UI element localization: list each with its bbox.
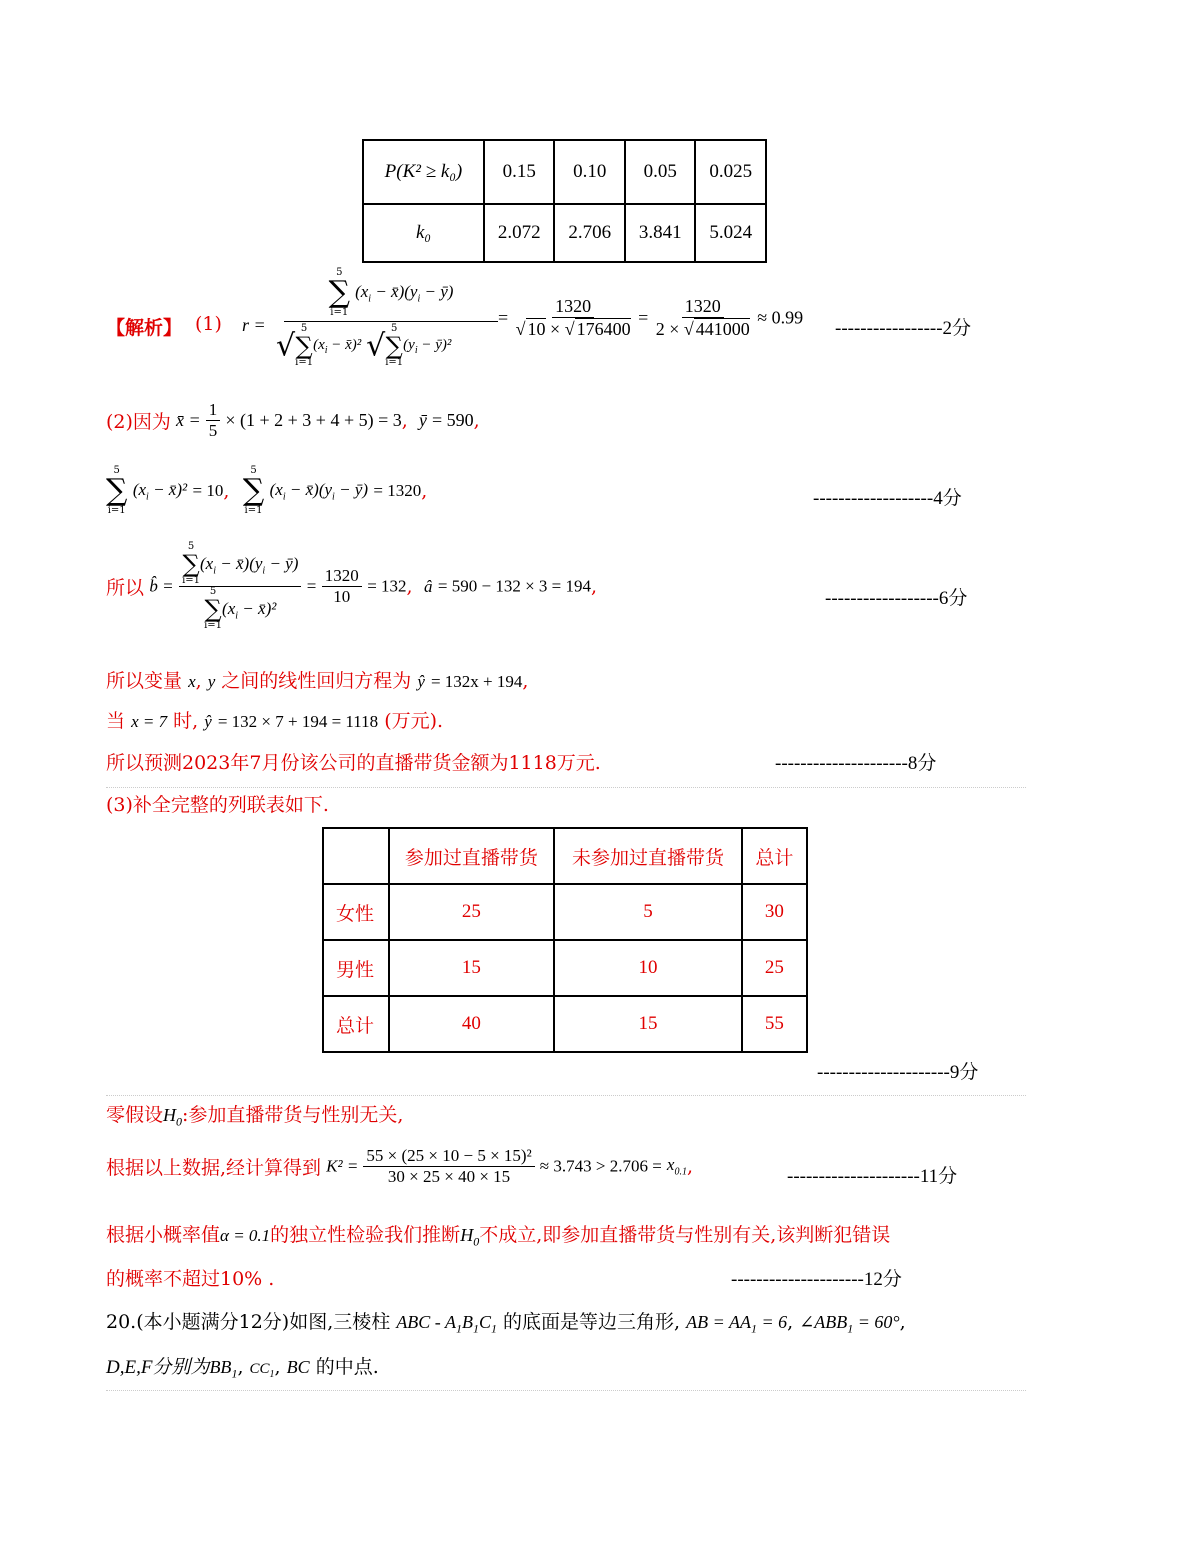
score-marker: -------------------4分 — [813, 488, 962, 509]
table-header-label: P(K² ≥ k₀) — [363, 140, 484, 204]
question-20-line1: 20.(本小题满分12分)如图,三棱柱 ABC - $A_1B_1C_1$ 的底面是等边三角形, AB = $AA_1 = 6$, $\angle ABB_1 = 60^\circ$, — [106, 1311, 906, 1336]
correlation-calc: = $\frac{1320}{√ 10 \times √ 176400}$ = $\frac{1320}{2 \times √ 441000}$ ≈ 0.99 — [498, 296, 804, 339]
table-cell: 0.05 — [625, 140, 696, 204]
table-row-label: k₀ — [363, 204, 484, 262]
table-header-cell: 总计 — [742, 828, 807, 884]
table-cell: 10 — [554, 940, 741, 996]
correlation-formula: r = 5 ∑ i=1 ($x_i$ − $x̄)(y_i$ − ȳ) √ 5 ∑ i=1 ($x_i$ − x̄)² √ 5 ∑ i=1 ($y_i$ − ȳ)² — [240, 268, 500, 388]
table-cell: 40 — [389, 996, 555, 1052]
chi-square-calc: 根据以上数据,经计算得到 K² = $\frac{\text{55 × (25 × 10 − 5 × 15)²}}{30 \times 25 \times 40 \times 15}$ ≈ $3.743 > 2.706 = x_{0.1}$, — [106, 1146, 693, 1186]
correlation-result: ≈ 0.99 — [757, 307, 804, 328]
table-cell: 2.072 — [484, 204, 555, 262]
critical-value-table — [362, 139, 767, 263]
table-cell: 25 — [389, 884, 555, 940]
table-header-cell: 未参加过直播带货 — [554, 828, 741, 884]
divider — [106, 1390, 1026, 1391]
table-cell: 25 — [742, 940, 807, 996]
table-cell: 3.841 — [625, 204, 696, 262]
table-cell: 5 — [554, 884, 741, 940]
table-cell: 30 — [742, 884, 807, 940]
table-cell: 55 — [742, 996, 807, 1052]
frac1-numerator: 1320 — [552, 296, 594, 318]
table-cell: 15 — [554, 996, 741, 1052]
prediction-conclusion: 所以预测2023年7月份该公司的直播带货金额为1118万元. — [106, 752, 601, 774]
score-marker: ------------------6分 — [825, 588, 968, 609]
table-row-label: 总计 — [323, 996, 389, 1052]
sum-line: 5 ∑ i=1 ($x_i$ − x̄)² = 10, 5 ∑ i=1 ($x_i$ − $x̄)(y_i$ − ȳ) = 1320, — [106, 465, 428, 516]
table-cell: 0.15 — [484, 140, 555, 204]
test-conclusion-line1: 根据小概率值α = 0.1的独立性检验我们推断$H_0$不成立,即参加直播带货与性别有关,该判断犯错误 — [106, 1224, 891, 1249]
table-row-label: 男性 — [323, 940, 389, 996]
test-conclusion-line2: 的概率不超过10% . — [106, 1268, 275, 1290]
null-hypothesis: 零假设$H_0$:参加直播带货与性别无关, — [106, 1104, 404, 1129]
table-row — [323, 940, 807, 996]
contingency-table — [322, 827, 808, 1053]
score-marker: ---------------------11分 — [787, 1166, 958, 1187]
table-cell: 5.024 — [695, 204, 766, 262]
table-header-cell — [323, 828, 389, 884]
table-cell: 2.706 — [554, 204, 625, 262]
divider — [106, 787, 1026, 788]
table-row — [323, 996, 807, 1052]
score-marker: -----------------2分 — [835, 318, 972, 339]
table-row-label: 女性 — [323, 884, 389, 940]
part1-number: (1) — [195, 313, 222, 335]
prediction-line: 当 x = 7 时, ŷ = 132 × 7 + 194 = 1118 (万元). — [106, 710, 444, 732]
part3-intro: (3)补全完整的列联表如下. — [106, 794, 329, 816]
part2-intro: (2)因为 x̄ = $\frac{1}{5}$ × (1 + 2 + 3 + 4 + 5) = 3, ȳ = 590, — [106, 400, 480, 440]
question-20-line2: D,E,F分别为$BB_1$, $CC_1$, BC 的中点. — [106, 1356, 379, 1381]
score-marker: ---------------------8分 — [775, 753, 937, 774]
score-marker: ---------------------9分 — [817, 1062, 979, 1083]
table-cell: 15 — [389, 940, 555, 996]
table-cell: 0.10 — [554, 140, 625, 204]
score-marker: ---------------------12分 — [731, 1269, 902, 1290]
regression-line: 所以变量 x, y 之间的线性回归方程为 ŷ = 132x + 194, — [106, 670, 529, 692]
table-cell: 0.025 — [695, 140, 766, 204]
table-row — [323, 884, 807, 940]
analysis-tag: 【解析】 — [106, 317, 183, 339]
divider — [106, 1095, 1026, 1096]
table-header-cell: 参加过直播带货 — [389, 828, 555, 884]
slope-line: 所以 b̂ = 5 ∑ i=1 ($x_i$ − $x̄)(y_i$ − ȳ) 5 ∑ i=1 ($x_i$ − x̄)² = $\frac{1320}{10}$ = 132, â = 590 − 132 × 3 = 194, — [106, 541, 598, 631]
frac2-numerator: 1320 — [682, 296, 724, 318]
